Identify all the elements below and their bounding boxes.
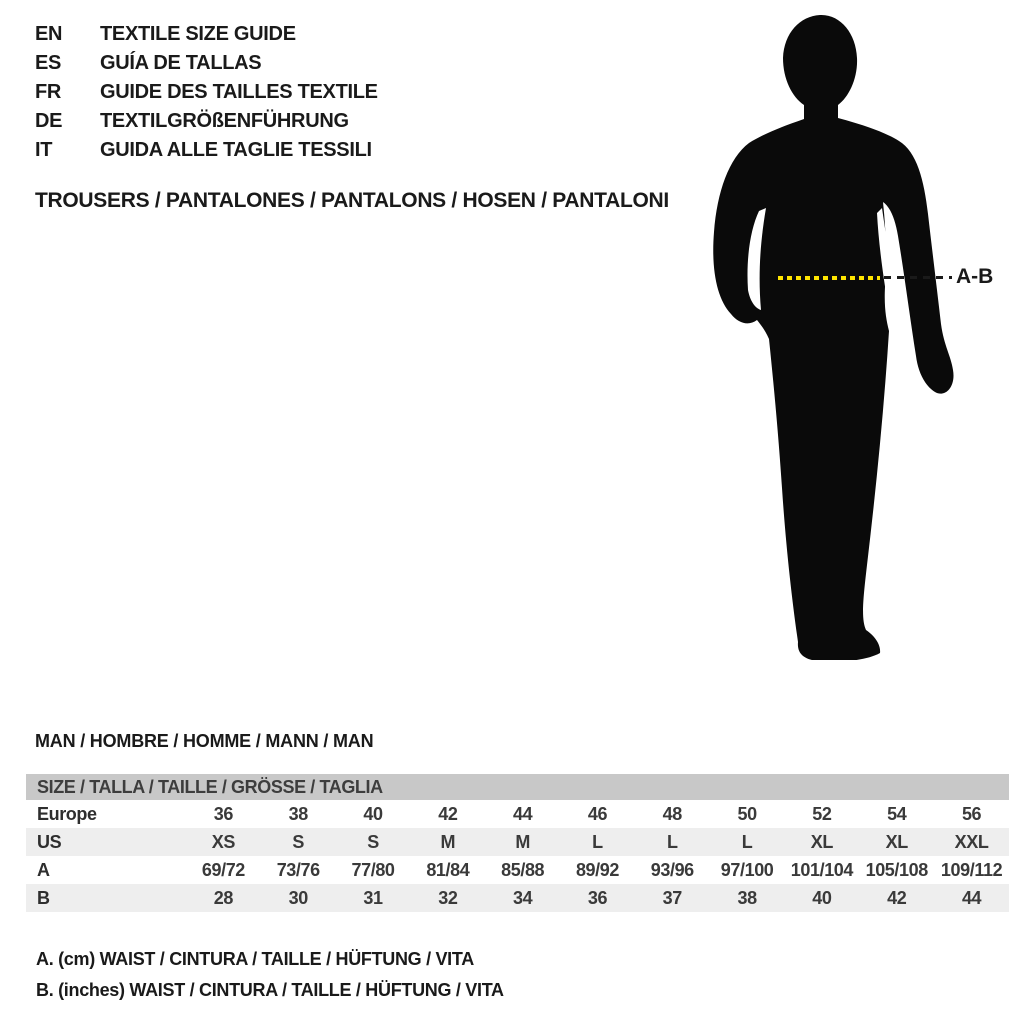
man-silhouette	[670, 8, 970, 660]
language-code: FR	[35, 81, 62, 103]
table-cell: 93/96	[650, 859, 694, 880]
table-cell: M	[485, 828, 560, 856]
table-cell: L	[635, 828, 710, 856]
language-row-fr	[35, 78, 378, 107]
table-cell: 105/108	[865, 859, 928, 880]
row-label: Europe	[37, 803, 97, 824]
language-code: EN	[35, 23, 63, 45]
language-code: DE	[35, 110, 63, 132]
table-cell: 73/76	[276, 859, 320, 880]
table-cell: 85/88	[501, 859, 545, 880]
table-cell: 42	[859, 884, 934, 912]
table-cell: XL	[859, 828, 934, 856]
size-table-header	[26, 774, 1009, 800]
language-label: GUIDA ALLE TAGLIE TESSILI	[100, 139, 372, 161]
size-table	[26, 774, 1009, 912]
table-cell: S	[336, 828, 411, 856]
language-label: GUÍA DE TALLAS	[100, 52, 262, 74]
language-row-es	[35, 49, 378, 78]
language-label: TEXTILGRÖßENFÜHRUNG	[100, 110, 349, 132]
table-cell: 46	[587, 803, 608, 824]
table-cell: 109/112	[940, 859, 1003, 880]
table-cell: 50	[737, 803, 757, 824]
table-cell: L	[710, 828, 785, 856]
language-row-it	[35, 136, 378, 165]
table-cell: XL	[785, 828, 860, 856]
table-cell: 101/104	[790, 859, 854, 880]
table-cell: 42	[438, 803, 458, 824]
size-table-header-label: SIZE / TALLA / TAILLE / GRÖSSE / TAGLIA	[26, 774, 1009, 800]
table-cell: 89/92	[575, 859, 619, 880]
language-code: IT	[35, 139, 53, 161]
table-cell: 81/84	[426, 859, 470, 880]
table-cell: 44	[513, 803, 533, 824]
table-cell: 77/80	[351, 859, 395, 880]
table-cell: 32	[410, 884, 485, 912]
table-cell: 40	[363, 803, 383, 824]
table-row-b-inches	[26, 884, 1009, 912]
table-cell: XXL	[934, 828, 1009, 856]
language-row-de	[35, 107, 378, 136]
table-row-europe	[26, 800, 1009, 828]
table-cell: 38	[288, 803, 308, 824]
table-cell: 36	[213, 803, 234, 824]
table-cell: 40	[785, 884, 860, 912]
table-cell: 44	[934, 884, 1009, 912]
table-cell: 52	[812, 803, 832, 824]
table-cell: 38	[710, 884, 785, 912]
row-label: A	[37, 859, 50, 880]
table-cell: M	[410, 828, 485, 856]
table-cell: 36	[560, 884, 635, 912]
table-cell: 34	[485, 884, 560, 912]
table-cell: 54	[887, 803, 907, 824]
table-cell: 97/100	[720, 859, 774, 880]
language-label: GUIDE DES TAILLES TEXTILE	[100, 81, 378, 103]
waist-dotted-line	[778, 276, 880, 280]
table-row-us	[26, 828, 1009, 856]
language-label: TEXTILE SIZE GUIDE	[100, 23, 296, 45]
language-list	[35, 20, 378, 165]
table-cell: L	[560, 828, 635, 856]
row-label: US	[26, 828, 186, 856]
garment-title: TROUSERS / PANTALONES / PANTALONS / HOSEN / PANTALONI	[35, 189, 669, 212]
table-cell: 31	[336, 884, 411, 912]
table-row-a-cm	[26, 856, 1009, 884]
gender-section-title: MAN / HOMBRE / HOMME / MANN / MAN	[35, 731, 374, 751]
waist-measure-label: A-B	[956, 265, 994, 288]
row-label: B	[26, 884, 186, 912]
table-cell: 30	[261, 884, 336, 912]
table-cell: XS	[186, 828, 261, 856]
table-cell: 69/72	[201, 859, 245, 880]
table-cell: S	[261, 828, 336, 856]
waist-dashed-line	[884, 276, 952, 279]
man-silhouette-svg	[670, 8, 970, 660]
language-code: ES	[35, 52, 62, 74]
table-cell: 48	[662, 803, 682, 824]
table-cell: 28	[186, 884, 261, 912]
language-row-en	[35, 20, 378, 49]
table-cell: 56	[961, 803, 982, 824]
footnote-a-cm: A. (cm) WAIST / CINTURA / TAILLE / HÜFTUNG / VITA	[36, 949, 474, 969]
footnote-b-inches: B. (inches) WAIST / CINTURA / TAILLE / HÜFTUNG / VITA	[36, 980, 504, 1000]
table-cell: 37	[635, 884, 710, 912]
